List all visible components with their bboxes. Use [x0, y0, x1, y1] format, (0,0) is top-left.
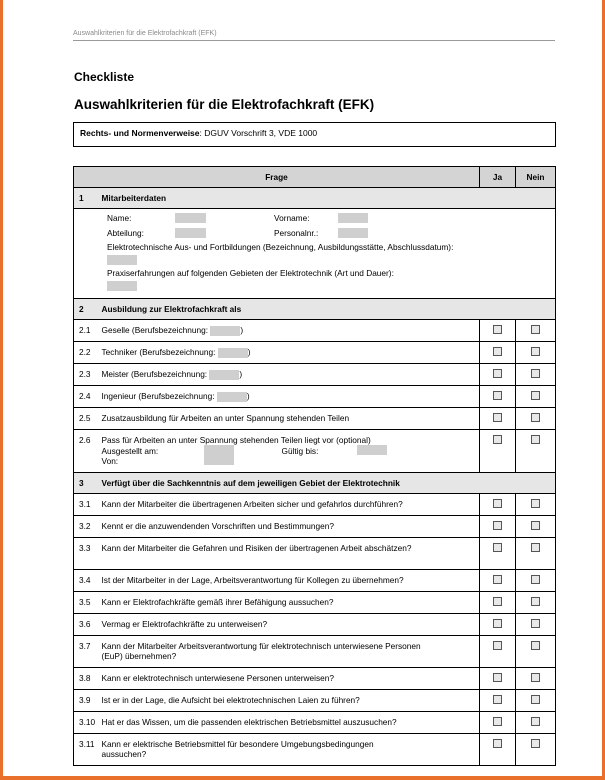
item-text: Geselle (Berufsbezeichnung:	[101, 325, 209, 335]
table-row	[74, 516, 556, 538]
item-text: Kann der Mitarbeiter die Gefahren und Risiken der übertragenen Arbeit abschätzen?	[102, 538, 480, 570]
document-title: Auswahlkriterien für die Elektrofachkraft (EFK)	[74, 97, 375, 112]
yes-checkbox[interactable]	[493, 695, 502, 704]
item-text: Hat er das Wissen, um die passenden elektrischen Betriebsmittel auszusuchen?	[102, 712, 480, 734]
item-number: 2.1	[74, 320, 102, 342]
no-checkbox[interactable]	[531, 413, 540, 422]
section-title: Verfügt über die Sachkenntnis auf dem jeweiligen Gebiet der Elektrotechnik	[102, 473, 556, 494]
section-title: Ausbildung zur Elektrofachkraft als	[102, 299, 556, 320]
document-type: Checkliste	[74, 70, 135, 84]
item-text: Meister (Berufsbezeichnung:	[101, 369, 208, 379]
item-number: 3.11	[74, 734, 102, 766]
firstname-field[interactable]	[338, 213, 368, 223]
header-no: Nein	[516, 167, 556, 188]
table-header-row	[74, 167, 556, 188]
no-checkbox[interactable]	[531, 499, 540, 508]
yes-checkbox[interactable]	[493, 325, 502, 334]
item-text: Kann der Mitarbeiter Arbeitsverantwortung für elektrotechnisch unterwiesene Personen (EuP) übernehmen?	[102, 636, 480, 668]
item-number: 2.4	[74, 386, 102, 408]
references-label: Rechts- und Normenverweise	[80, 128, 200, 138]
experience-field[interactable]	[107, 281, 137, 291]
item-text: Kann der Mitarbeiter die übertragenen Arbeiten sicher und gefahrlos durchführen?	[102, 494, 480, 516]
item-text-close: )	[247, 347, 251, 357]
table-row	[74, 668, 556, 690]
no-checkbox[interactable]	[531, 369, 540, 378]
item-text: Kann er elektrische Betriebsmittel für besondere Umgebungsbedingungen aussuchen?	[102, 734, 480, 766]
item-number: 3.2	[74, 516, 102, 538]
profession-field[interactable]	[209, 370, 239, 380]
no-checkbox[interactable]	[531, 673, 540, 682]
references-box	[73, 122, 556, 147]
yes-checkbox[interactable]	[493, 717, 502, 726]
no-checkbox[interactable]	[531, 717, 540, 726]
section-number: 1	[74, 188, 102, 209]
personnel-number-label: Personalnr.:	[274, 228, 319, 238]
table-row	[74, 386, 556, 408]
checklist-table	[73, 166, 556, 766]
item-text: Ist der Mitarbeiter in der Lage, Arbeitsverantwortung für Kollegen zu übernehmen?	[102, 570, 480, 592]
item-number: 2.5	[74, 408, 102, 430]
no-checkbox[interactable]	[531, 543, 540, 552]
no-checkbox[interactable]	[531, 575, 540, 584]
profession-field[interactable]	[210, 326, 240, 336]
yes-checkbox[interactable]	[493, 575, 502, 584]
name-field[interactable]	[175, 213, 206, 223]
item-text: Zusatzausbildung für Arbeiten an unter Spannung stehenden Teilen	[102, 408, 480, 430]
item-text: Ingenieur (Berufsbezeichnung:	[101, 391, 215, 401]
table-row	[74, 614, 556, 636]
header-question: Frage	[74, 167, 480, 188]
item-text: Ist er in der Lage, die Aufsicht bei elektrotechnischen Laien zu führen?	[102, 690, 480, 712]
table-row	[74, 592, 556, 614]
yes-checkbox[interactable]	[493, 391, 502, 400]
no-checkbox[interactable]	[531, 597, 540, 606]
table-row	[74, 430, 556, 473]
experience-label: Praxiserfahrungen auf folgenden Gebieten der Elektrotechnik (Art und Dauer):	[107, 268, 394, 278]
firstname-label: Vorname:	[274, 213, 310, 223]
item-text-close: )	[239, 369, 243, 379]
item-number: 3.4	[74, 570, 102, 592]
item-number: 3.9	[74, 690, 102, 712]
item-number: 3.10	[74, 712, 102, 734]
section-row	[74, 188, 556, 209]
item-text: Kann er elektrotechnisch unterwiesene Personen unterweisen?	[102, 668, 480, 690]
running-header: Auswahlkriterien für die Elektrofachkraft (EFK)	[73, 30, 555, 41]
item-text: Pass für Arbeiten an unter Spannung stehenden Teilen liegt vor (optional)	[101, 435, 371, 445]
training-field[interactable]	[107, 255, 137, 265]
yes-checkbox[interactable]	[493, 499, 502, 508]
section-number: 3	[74, 473, 102, 494]
no-checkbox[interactable]	[531, 619, 540, 628]
issued-by-label: Von:	[101, 456, 119, 466]
item-number: 2.3	[74, 364, 102, 386]
item-text: Vermag er Elektrofachkräfte zu unterweisen?	[102, 614, 480, 636]
no-checkbox[interactable]	[531, 641, 540, 650]
training-label: Elektrotechnische Aus- und Fortbildungen (Bezeichnung, Ausbildungsstätte, Abschlussdatum):	[107, 242, 454, 252]
department-field[interactable]	[175, 228, 206, 238]
section-title: Mitarbeiterdaten	[102, 188, 556, 209]
table-row	[74, 690, 556, 712]
department-label: Abteilung:	[107, 228, 144, 238]
yes-checkbox[interactable]	[493, 369, 502, 378]
issued-label: Ausgestellt am:	[101, 446, 159, 456]
item-number: 3.5	[74, 592, 102, 614]
yes-checkbox[interactable]	[493, 413, 502, 422]
item-number: 2.2	[74, 342, 102, 364]
table-row	[74, 320, 556, 342]
item-number: 3.3	[74, 538, 102, 570]
no-checkbox[interactable]	[531, 739, 540, 748]
section-row	[74, 299, 556, 320]
issued-date-field[interactable]	[204, 445, 234, 465]
yes-checkbox[interactable]	[493, 347, 502, 356]
no-checkbox[interactable]	[531, 391, 540, 400]
table-row	[74, 538, 556, 570]
table-row	[74, 570, 556, 592]
item-text: Techniker (Berufsbezeichnung:	[101, 347, 216, 357]
section-number: 2	[74, 299, 102, 320]
item-number: 2.6	[74, 430, 102, 473]
table-row	[74, 636, 556, 668]
table-row	[74, 712, 556, 734]
table-row	[74, 494, 556, 516]
section-row	[74, 473, 556, 494]
yes-checkbox[interactable]	[493, 739, 502, 748]
yes-checkbox[interactable]	[493, 543, 502, 552]
table-row	[74, 364, 556, 386]
table-row	[74, 342, 556, 364]
no-checkbox[interactable]	[531, 521, 540, 530]
item-number: 3.6	[74, 614, 102, 636]
yes-checkbox[interactable]	[493, 673, 502, 682]
name-label: Name:	[107, 213, 132, 223]
personnel-number-field[interactable]	[338, 228, 368, 238]
yes-checkbox[interactable]	[493, 619, 502, 628]
item-number: 3.8	[74, 668, 102, 690]
profession-field[interactable]	[218, 348, 248, 358]
yes-checkbox[interactable]	[493, 521, 502, 530]
table-row	[74, 408, 556, 430]
valid-until-field[interactable]	[357, 445, 387, 455]
item-text-close: )	[240, 325, 244, 335]
profession-field[interactable]	[217, 392, 247, 402]
no-checkbox[interactable]	[531, 695, 540, 704]
item-number: 3.7	[74, 636, 102, 668]
no-checkbox[interactable]	[531, 435, 540, 444]
references-value: : DGUV Vorschrift 3, VDE 1000	[199, 128, 318, 138]
item-number: 3.1	[74, 494, 102, 516]
employee-data-row	[74, 209, 556, 299]
table-row	[74, 734, 556, 766]
yes-checkbox[interactable]	[493, 435, 502, 444]
item-text: Kann er Elektrofachkräfte gemäß ihrer Befähigung aussuchen?	[102, 592, 480, 614]
employee-data-block	[74, 209, 555, 298]
valid-until-label: Gültig bis:	[281, 446, 319, 456]
yes-checkbox[interactable]	[493, 597, 502, 606]
header-yes: Ja	[480, 167, 516, 188]
item-text-close: )	[246, 391, 250, 401]
yes-checkbox[interactable]	[493, 641, 502, 650]
no-checkbox[interactable]	[531, 347, 540, 356]
no-checkbox[interactable]	[531, 325, 540, 334]
item-text: Kennt er die anzuwendenden Vorschriften und Bestimmungen?	[102, 516, 480, 538]
